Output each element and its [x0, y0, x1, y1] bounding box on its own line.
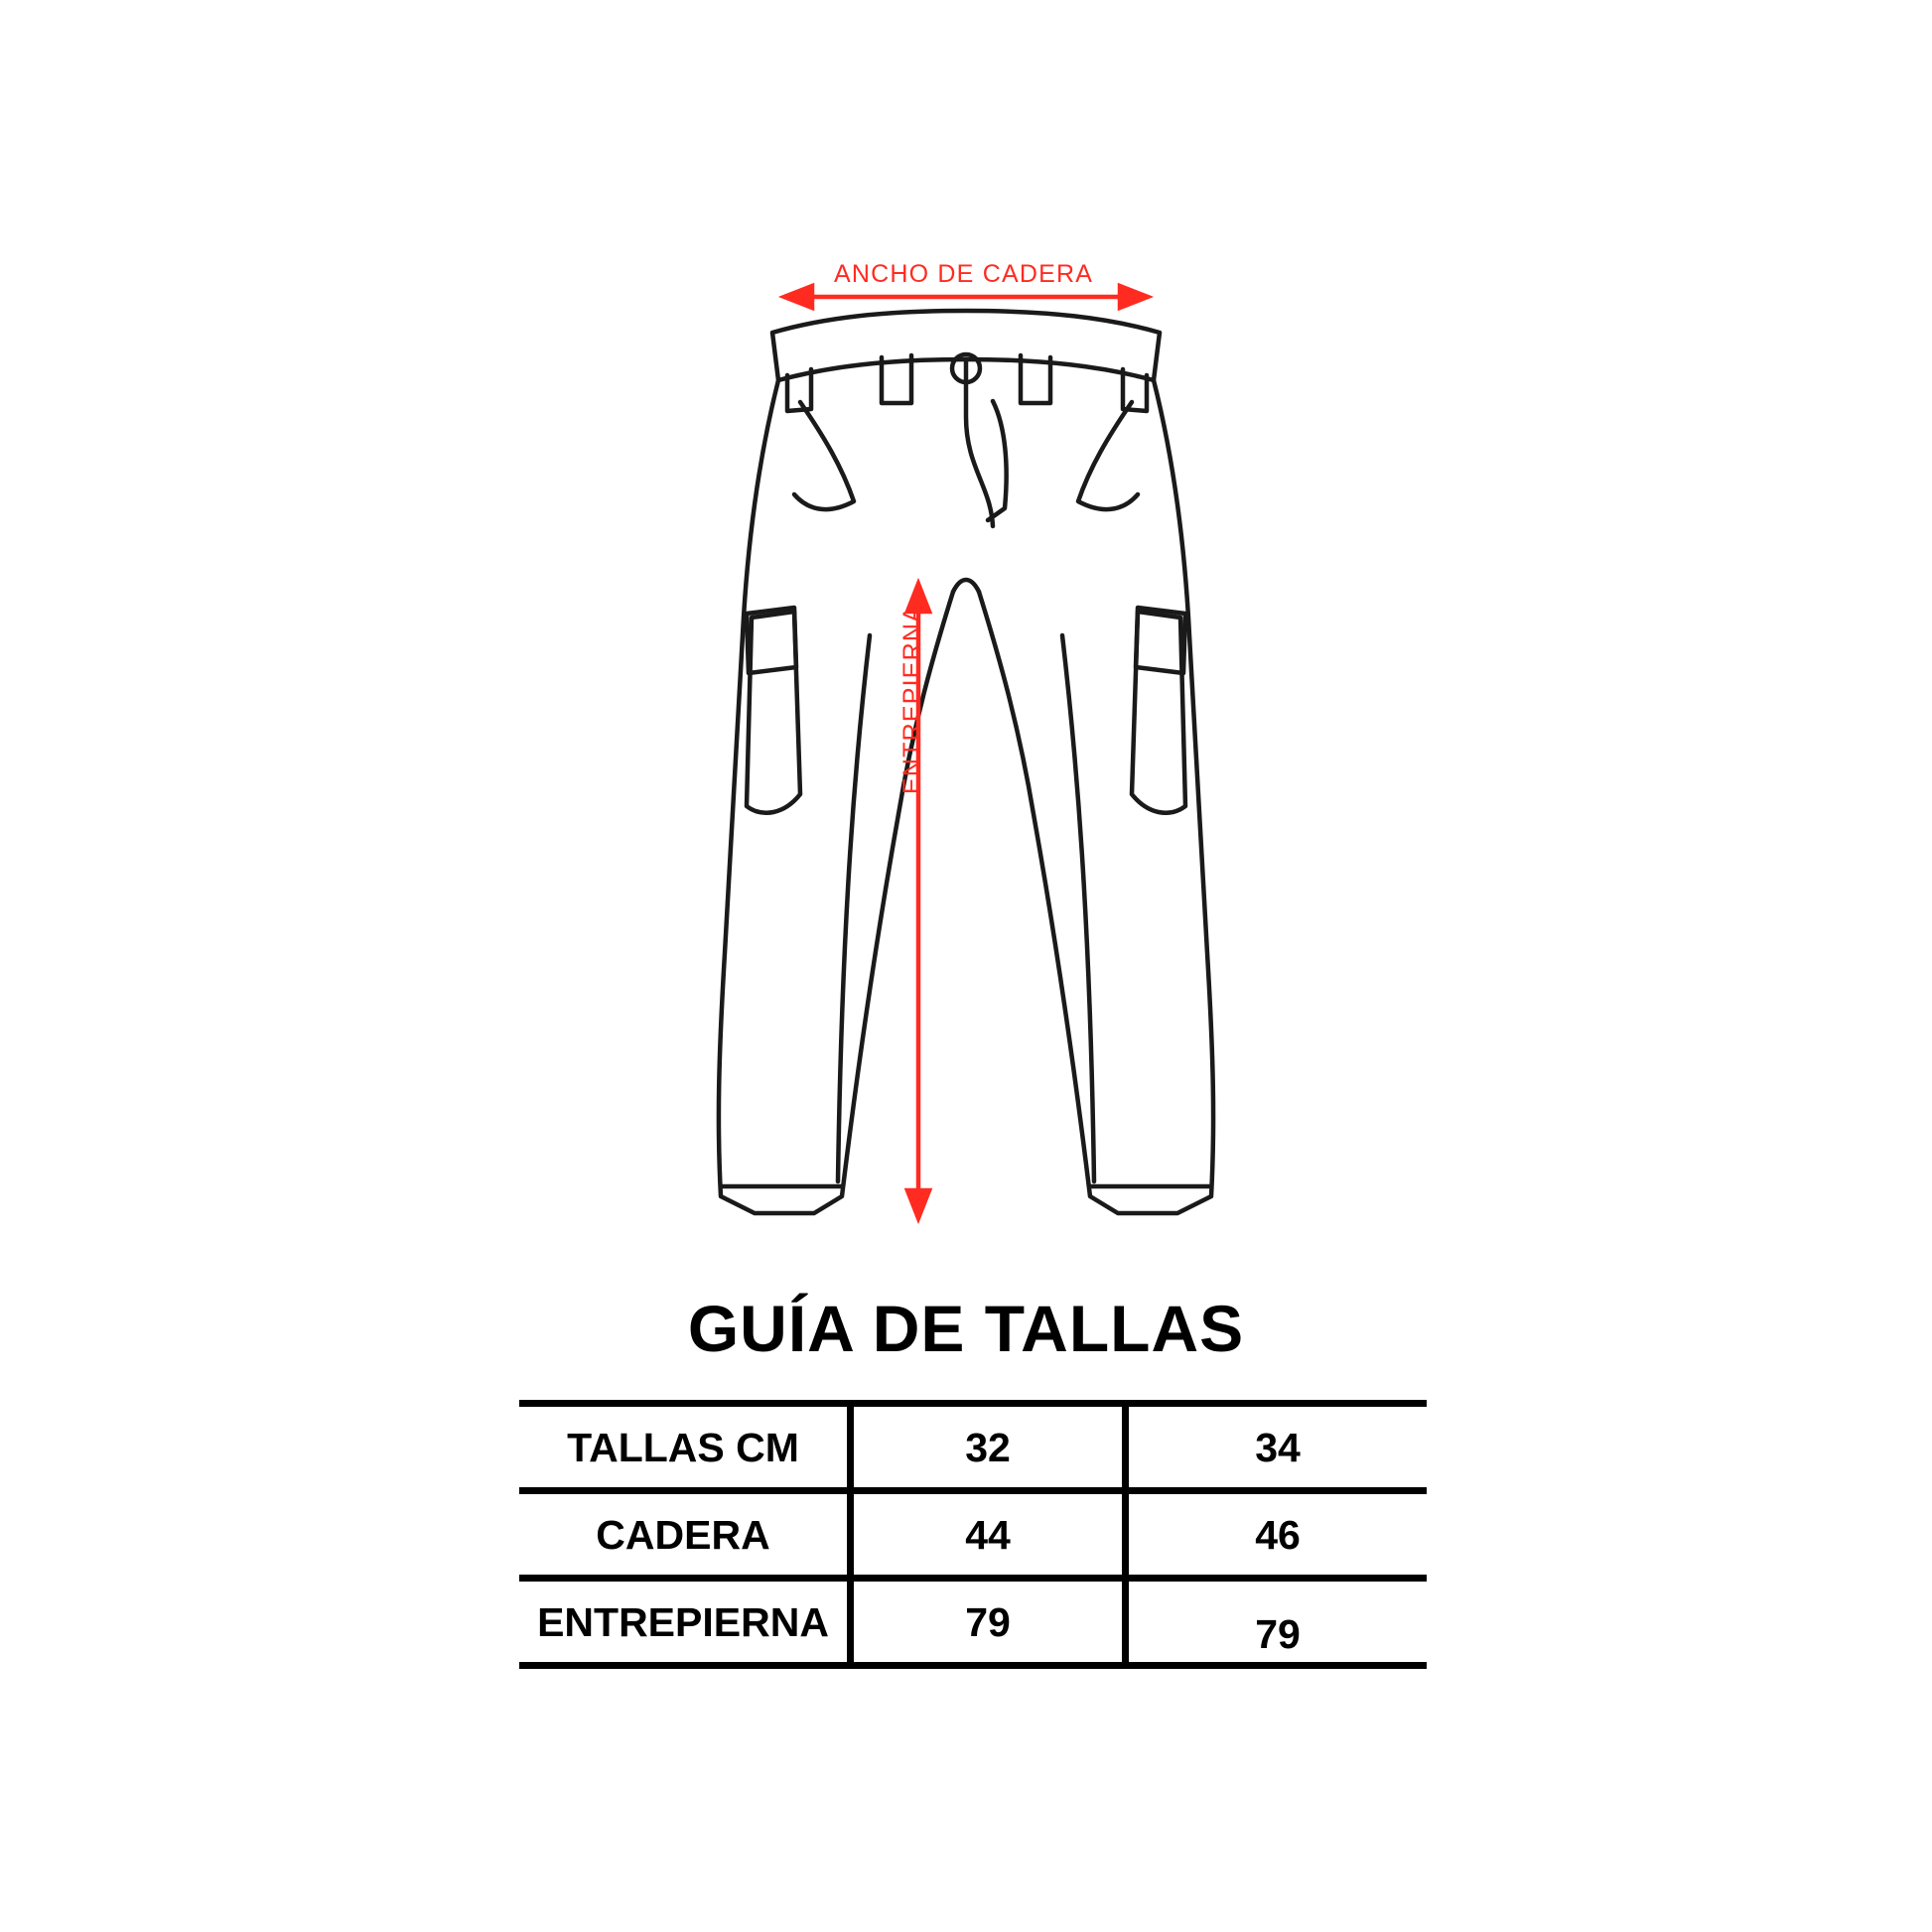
inseam-arrow-head-bottom — [907, 1190, 929, 1218]
row-value-size-32: 32 — [851, 1404, 1126, 1491]
cargo-pocket-right — [1132, 612, 1185, 813]
right-leg-outline — [979, 380, 1213, 1213]
table-row — [519, 1579, 1427, 1666]
table-row — [519, 1491, 1427, 1579]
row-label: ENTREPIERNA — [519, 1579, 851, 1666]
table-row — [519, 1404, 1427, 1491]
row-label: CADERA — [519, 1491, 851, 1579]
row-value-size-32: 79 — [851, 1579, 1126, 1666]
hip-arrow-head-right — [1120, 286, 1148, 308]
pocket-left — [794, 402, 854, 509]
row-value-size-32: 44 — [851, 1491, 1126, 1579]
page-title: GUÍA DE TALLAS — [687, 1292, 1245, 1365]
size-table-container — [519, 1400, 1413, 1669]
fly-seam — [966, 359, 993, 526]
row-value-size-34: 46 — [1126, 1491, 1428, 1579]
size-table — [519, 1400, 1427, 1669]
inseam-measurement-label: ENTREPIERNA — [898, 604, 926, 794]
row-value-size-34: 79 — [1126, 1590, 1428, 1678]
hip-arrow-head-left — [784, 286, 812, 308]
cargo-pocket-left — [747, 612, 800, 813]
row-label: TALLAS CM — [519, 1404, 851, 1491]
crotch-seam — [953, 580, 979, 592]
row-value-size-34: 34 — [1126, 1404, 1428, 1491]
pocket-right — [1078, 402, 1138, 509]
hip-measurement-label: ANCHO DE CADERA — [834, 260, 1094, 288]
